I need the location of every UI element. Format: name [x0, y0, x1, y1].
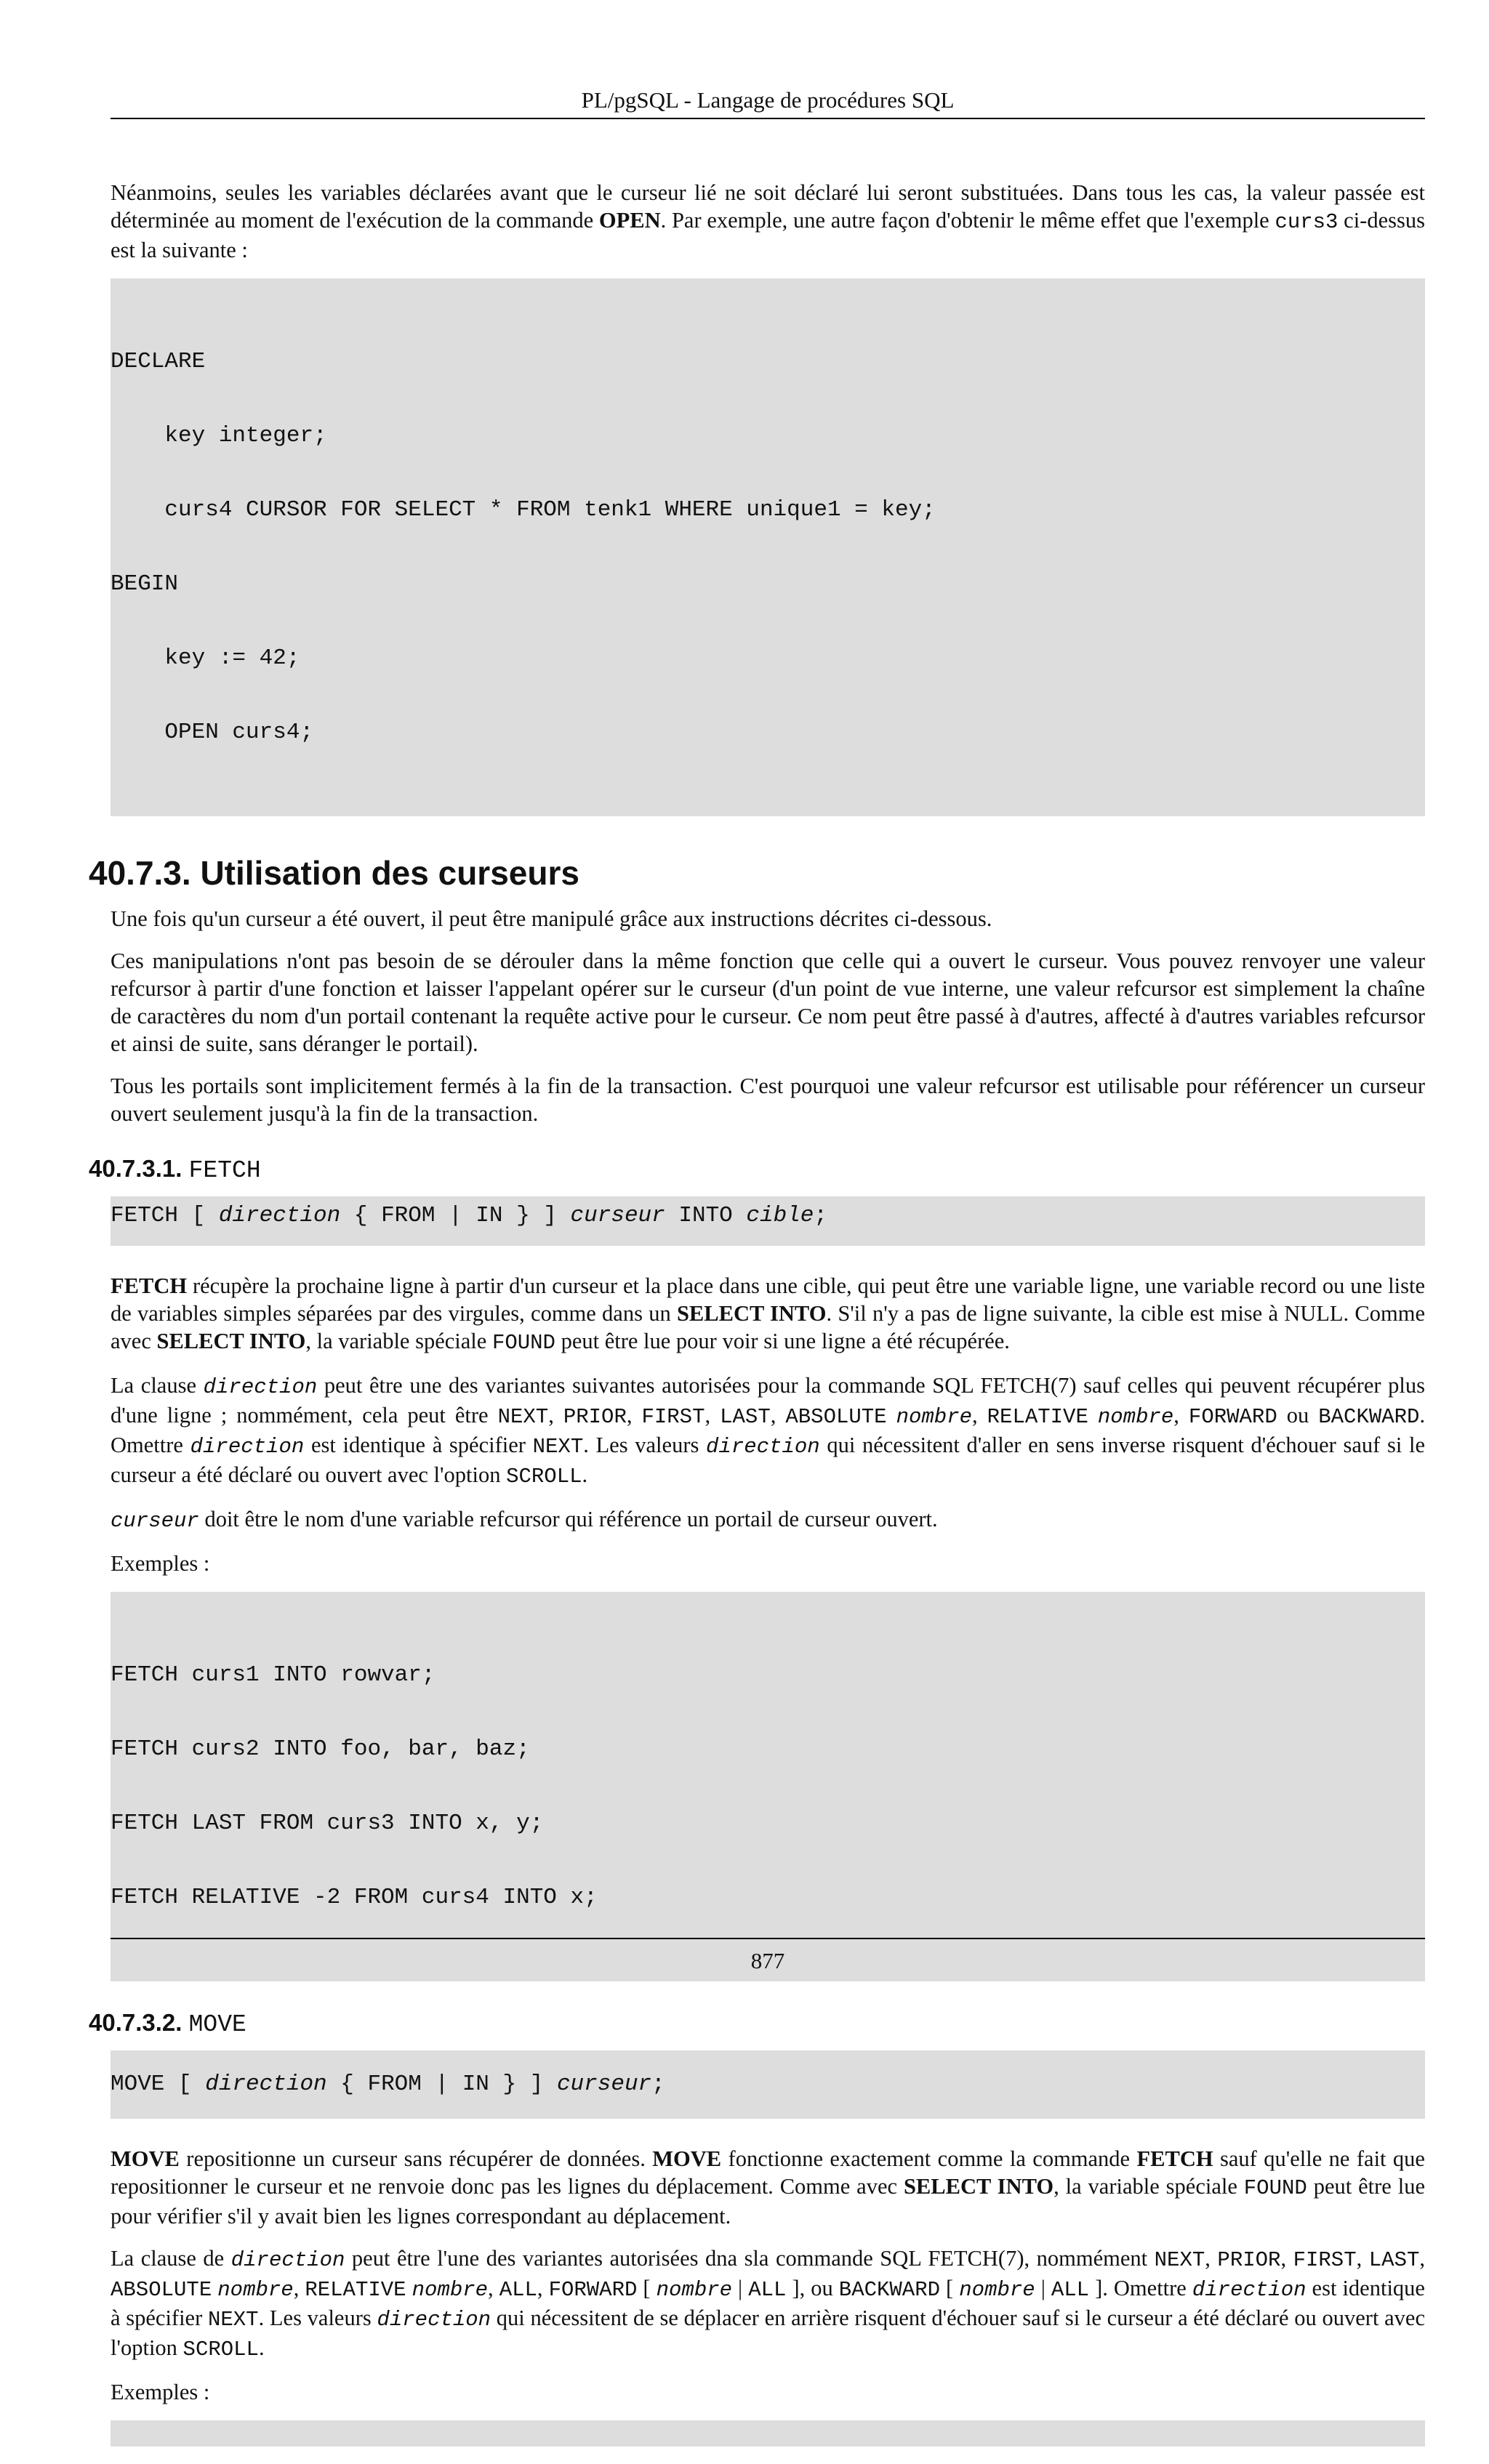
heading-keyword: FETCH [188, 1157, 261, 1184]
keyword: MOVE [111, 2146, 180, 2171]
code-line: key integer; [111, 423, 327, 448]
text-span: , [1419, 2246, 1426, 2271]
text-span [887, 1403, 896, 1428]
code-text: { FROM | IN } ] [326, 2072, 557, 2097]
code-block-declare [111, 278, 1425, 816]
code-term: NEXT [532, 1435, 584, 1459]
text-span: | [1035, 2276, 1051, 2300]
text-span [1088, 1403, 1098, 1428]
code-term: ALL [748, 2278, 787, 2302]
text-span: La clause [111, 1373, 204, 1398]
move-heading [89, 2008, 1425, 2040]
move-paragraph-2 [111, 2244, 1425, 2364]
fetch-heading [89, 1154, 1425, 1186]
text-span: . Par exemple, une autre façon d'obtenir le même effet que l'exemple [660, 208, 1275, 233]
text-span: , la variable spéciale [1053, 2174, 1244, 2199]
page-content [89, 179, 1426, 2464]
code-term: SCROLL [182, 2338, 259, 2362]
code-text: ; [814, 1203, 828, 1228]
code-term: PRIOR [1217, 2248, 1281, 2272]
text-span: , [1173, 1403, 1189, 1428]
text-span: [ [940, 2276, 960, 2300]
code-term: FORWARD [548, 2278, 638, 2302]
code-term: LAST [1368, 2248, 1420, 2272]
text-span: , [293, 2276, 305, 2300]
code-term: RELATIVE [305, 2278, 406, 2302]
code-placeholder: direction [218, 1203, 341, 1228]
text-span: [ [637, 2276, 657, 2300]
code-line: curs4 CURSOR FOR SELECT * FROM tenk1 WHERE unique1 = key; [111, 497, 936, 523]
code-placeholder: nombre [896, 1405, 973, 1429]
text-span: est identique à spécifier [111, 2276, 1425, 2330]
code-term: ABSOLUTE [111, 2278, 212, 2302]
code-term: FIRST [1293, 2248, 1357, 2272]
keyword-open: OPEN [598, 208, 661, 233]
code-placeholder: direction [1192, 2278, 1307, 2302]
code-placeholder: nombre [1097, 1405, 1174, 1429]
code-placeholder: direction [706, 1435, 820, 1459]
code-term: RELATIVE [987, 1405, 1088, 1429]
keyword: FETCH [1136, 2146, 1213, 2171]
text-span: repositionne un curseur sans récupérer de données. [179, 2146, 653, 2171]
code-term: FOUND [1243, 2176, 1307, 2200]
code-block-fetch-examples [111, 1592, 1425, 1981]
code-line: FETCH curs1 INTO rowvar; [111, 1662, 436, 1688]
section-paragraph-1: Une fois qu'un curseur a été ouvert, il peut être manipulé grâce aux instructions décrites ci-dessous. [111, 906, 992, 931]
fetch-paragraph-2 [111, 1372, 1425, 1491]
code-term: BACKWARD [1318, 1405, 1420, 1429]
footer-rule [111, 1938, 1425, 1939]
text-span: , [1280, 2246, 1293, 2271]
text-span: , [972, 1403, 987, 1428]
code-line: FETCH curs2 INTO foo, bar, baz; [111, 1736, 530, 1762]
code-term: NEXT [1154, 2248, 1205, 2272]
code-placeholder: direction [377, 2308, 491, 2332]
text-span: . Les valeurs [258, 2306, 377, 2330]
text-span: , [705, 1403, 721, 1428]
section-paragraph-2: Ces manipulations n'ont pas besoin de se dérouler dans la même fonction que celle qui a ouvert le curseur. Vous pouvez renvoyer une valeur refcursor à partir d'une fonction et laisser l'appelant opérer sur le curseur (d'un point de vue interne, une valeur refcursor est simplement la chaîne de caractères du nom d'un portail contenant la requête active pour le curseur. Ce nom peut être passé à d'autres, affecté à d'autres variables refcursor et ainsi de suite, sans déranger le portail). [111, 949, 1425, 1056]
code-placeholder: nombre [959, 2278, 1035, 2302]
text-span: qui nécessitent de se déplacer en arrière risquent d'échouer sauf si le curseur a été déclaré ou ouvert avec l'option [111, 2306, 1426, 2360]
text-span: peut être lue pour voir si une ligne a été récupérée. [555, 1329, 1010, 1353]
text-span: doit être le nom d'une variable refcursor qui référence un portail de curseur ouvert. [198, 1507, 938, 1531]
section-heading: 40.7.3. Utilisation des curseurs [89, 854, 579, 892]
text-span: , la variable spéciale [305, 1329, 492, 1353]
code-term: PRIOR [563, 1405, 627, 1429]
text-span [212, 2276, 217, 2300]
code-term: ABSOLUTE [785, 1405, 887, 1429]
text-span: , [548, 1403, 563, 1428]
code-placeholder: direction [205, 2072, 327, 2097]
keyword: FETCH [111, 1273, 188, 1298]
text-span: fonctionne exactement comme la commande [721, 2146, 1137, 2171]
text-span: , [626, 1403, 642, 1428]
heading-number: 40.7.3.2. [89, 2009, 182, 2036]
code-term: ALL [499, 2278, 537, 2302]
text-span: récupère la prochaine ligne à partir d'un curseur et la place dans une cible, qui peut être une variable ligne, une variable record ou une liste de variables simples séparées par des virgules, comme dans un [111, 1273, 1425, 1326]
code-placeholder: direction [190, 1435, 305, 1459]
code-placeholder: nombre [217, 2278, 294, 2302]
text-span: sauf qu'elle ne fait que repositionner le curseur et ne renvoie donc pas les lignes du déplacement. Comme avec [111, 2146, 1425, 2199]
code-placeholder: cible [746, 1203, 814, 1228]
header-rule [111, 118, 1425, 119]
text-span: peut être l'une des variantes autorisées dna sla commande SQL FETCH(7), nommément [345, 2246, 1155, 2271]
running-header: PL/pgSQL - Langage de procédures SQL [581, 87, 955, 113]
code-placeholder: direction [203, 1375, 318, 1399]
code-term: FOUND [491, 1331, 555, 1355]
page-number: 877 [750, 1948, 785, 1973]
text-span: ci-dessus est la suivante : [111, 208, 1425, 262]
fetch-paragraph-3 [111, 1505, 1425, 1535]
code-term: ALL [1051, 2278, 1090, 2302]
keyword: MOVE [652, 2146, 722, 2171]
code-text: INTO [665, 1203, 747, 1228]
text-span: , [537, 2276, 549, 2300]
code-placeholder: nombre [656, 2278, 733, 2302]
move-syntax-block [111, 2050, 1425, 2119]
code-text: { FROM | IN } ] [340, 1203, 571, 1228]
text-span: qui nécessitent d'aller en sens inverse risquent d'échouer sauf si le curseur a été déclaré ou ouvert avec l'option [111, 1433, 1425, 1487]
code-placeholder: curseur [570, 1203, 665, 1228]
text-span: . Omettre [111, 1403, 1426, 1457]
text-span: . [258, 2335, 265, 2360]
fetch-syntax-block [111, 1196, 1425, 1246]
text-span: . [582, 1462, 588, 1487]
section-paragraph-3: Tous les portails sont implicitement fermés à la fin de la transaction. C'est pourquoi une valeur refcursor est utilisable pour référencer un curseur ouvert seulement jusqu'à la fin de la transaction. [111, 1074, 1425, 1126]
text-span: peut être une des variantes suivantes autorisées pour la commande SQL FETCH(7) sauf celles qui peuvent récupérer plus d'une ligne ; nommément, cela peut être [111, 1373, 1425, 1428]
keyword: SELECT INTO [156, 1329, 306, 1353]
heading-number: 40.7.3.1. [89, 1155, 182, 1182]
code-term: FORWARD [1188, 1405, 1277, 1429]
code-text: FETCH [ [111, 1203, 219, 1228]
keyword: SELECT INTO [676, 1301, 827, 1326]
move-examples-label: Exemples : [111, 2380, 210, 2404]
fetch-paragraph-1 [111, 1272, 1425, 1357]
code-line: FETCH RELATIVE -2 FROM curs4 INTO x; [111, 1885, 598, 1910]
text-span: . Les valeurs [583, 1433, 707, 1457]
fetch-examples-label: Exemples : [111, 1551, 210, 1576]
code-placeholder: curseur [556, 2072, 652, 2097]
code-term: LAST [720, 1405, 771, 1429]
text-span: La clause de [111, 2246, 231, 2271]
text-span: ou [1277, 1403, 1319, 1428]
text-span: ], ou [786, 2276, 839, 2300]
intro-paragraph [111, 179, 1425, 264]
text-span: , [1356, 2246, 1369, 2271]
code-line: DECLARE [111, 349, 206, 374]
code-term: NEXT [497, 1405, 549, 1429]
code-line: key := 42; [111, 645, 300, 671]
code-term: BACKWARD [838, 2278, 941, 2302]
text-span: , [1205, 2246, 1218, 2271]
move-paragraph-1 [111, 2145, 1425, 2230]
keyword: SELECT INTO [903, 2174, 1054, 2199]
text-span [406, 2276, 412, 2300]
code-placeholder: curseur [111, 1509, 199, 1533]
text-span: Néanmoins, seules les variables déclarées avant que le curseur lié ne soit déclaré lui seront substituées. Dans tous les cas, la valeur passée est déterminée au moment de l'exécution de la commande [111, 180, 1425, 233]
code-line: FETCH LAST FROM curs3 INTO x, y; [111, 1811, 544, 1836]
text-span: est identique à spécifier [304, 1433, 533, 1457]
code-term: NEXT [207, 2308, 259, 2332]
code-line: BEGIN [111, 571, 179, 597]
code-line: OPEN curs4; [111, 720, 314, 745]
text-span: , [488, 2276, 499, 2300]
heading-keyword: MOVE [188, 2011, 246, 2038]
text-span: peut être lue pour vérifier s'il y avait bien les lignes correspondant au déplacement. [111, 2174, 1425, 2229]
code-term: SCROLL [506, 1465, 582, 1489]
code-term: FIRST [641, 1405, 705, 1429]
code-block-move-examples [111, 2420, 1425, 2447]
text-span: ]. Omettre [1089, 2276, 1192, 2300]
code-text: MOVE [ [111, 2072, 206, 2097]
code-term: curs3 [1275, 210, 1339, 234]
text-span: , [770, 1403, 786, 1428]
text-span: . S'il n'y a pas de ligne suivante, la cible est mise à NULL. Comme avec [111, 1301, 1426, 1353]
code-placeholder: direction [230, 2248, 345, 2272]
code-placeholder: nombre [412, 2278, 489, 2302]
text-span: | [732, 2276, 749, 2300]
code-text: ; [651, 2072, 665, 2097]
